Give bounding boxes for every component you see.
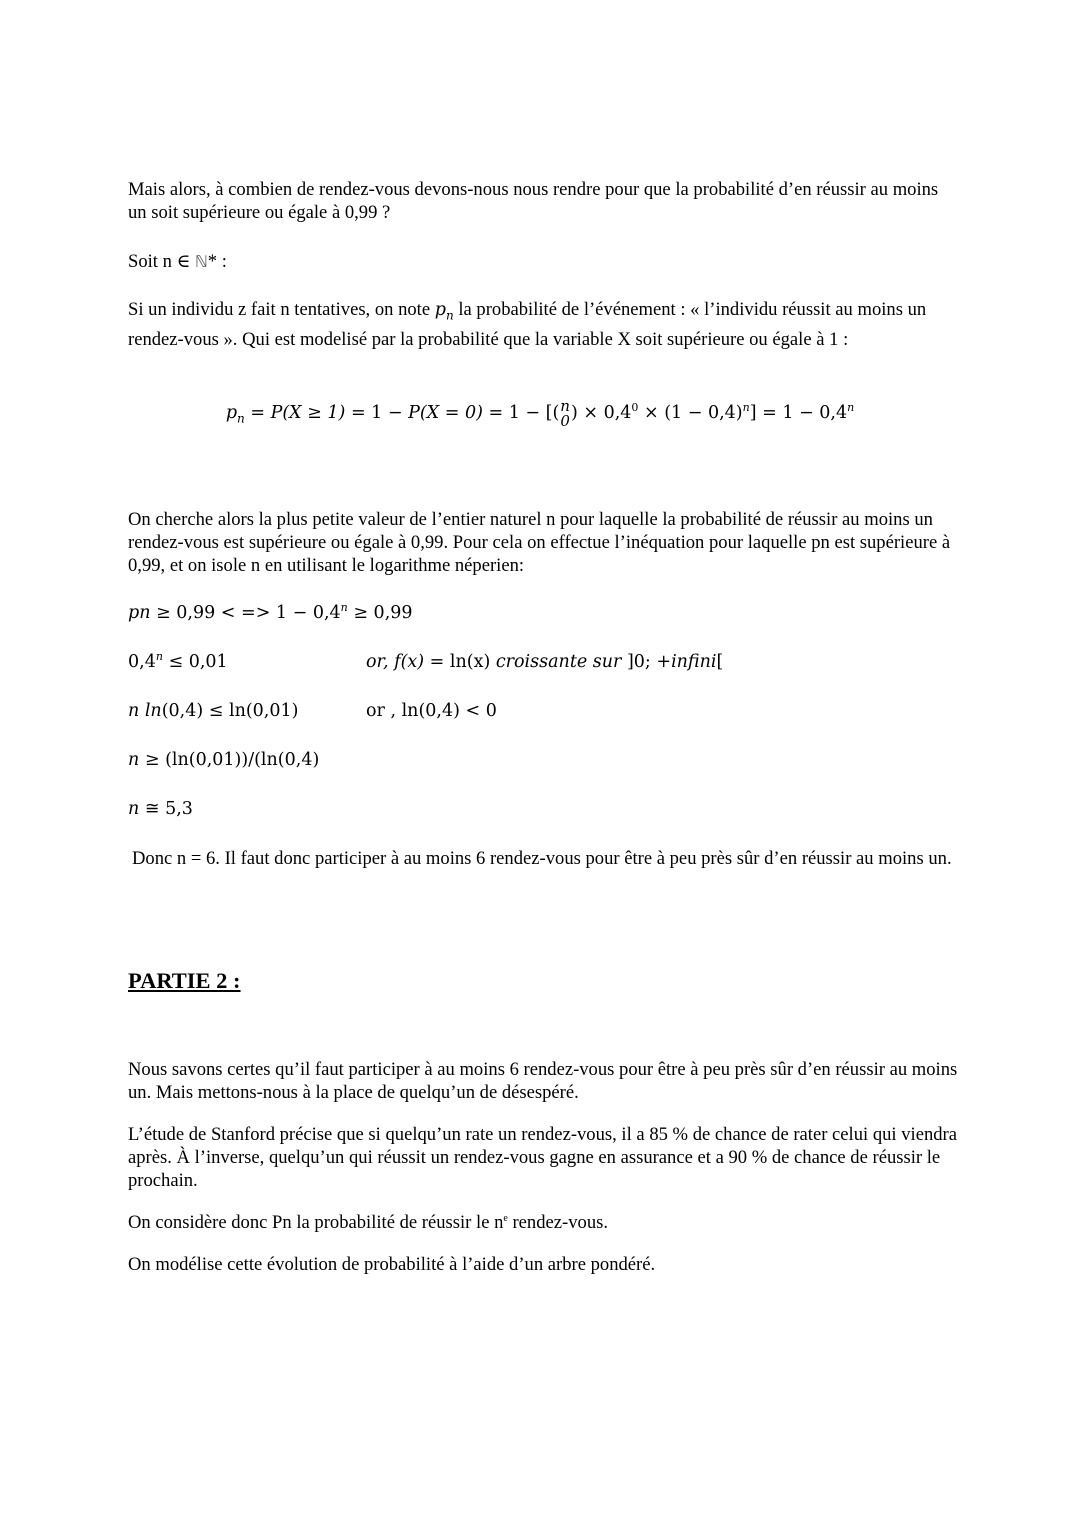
step-2-note-infini: infini bbox=[671, 652, 717, 672]
definition-text-1: Si un individu z fait n tentatives, on note bbox=[128, 299, 435, 320]
pn-subscript: n bbox=[445, 308, 454, 323]
part2-p3-end: rendez-vous. bbox=[507, 1212, 609, 1233]
formula-lhs-sub: n bbox=[237, 411, 245, 426]
formula-p-x-eq-0: P(X = 0) bbox=[408, 403, 483, 423]
formula-result: ] = 1 − 0,4 bbox=[749, 403, 848, 423]
step-5-approx: ≅ 5,3 bbox=[139, 799, 193, 819]
step-3 bbox=[128, 700, 958, 723]
step-3-ineq: (0,4) ≤ ln(0,01) bbox=[161, 701, 299, 721]
pn-variable bbox=[434, 300, 454, 323]
binom-bottom: 0 bbox=[560, 411, 570, 430]
formula-exp-n-2: n bbox=[847, 401, 855, 415]
pn-symbol: p bbox=[434, 300, 446, 320]
formula-p-x-ge-1: P(X ≥ 1) bbox=[270, 403, 346, 423]
formula-lhs: p bbox=[225, 403, 238, 423]
step-1 bbox=[128, 602, 958, 625]
step-2-note-croissante: croissante sur bbox=[495, 652, 622, 672]
step-2-note-interval: ]0; + bbox=[621, 652, 672, 672]
part2-p3-sup: e bbox=[503, 1212, 508, 1224]
step-4 bbox=[128, 749, 958, 772]
definition-text-2: la probabilité de l’événement : « l’individu réussit au moins un rendez-vous ». Qui est modelisé par la probabilité que la variable X soit supérieure ou égale à 1 : bbox=[128, 299, 927, 350]
part2-heading: PARTIE 2 : bbox=[128, 968, 241, 993]
part2-paragraph-3 bbox=[128, 1211, 958, 1234]
step-5-n: n bbox=[128, 799, 140, 819]
step-1-rhs: ≥ 0,99 bbox=[347, 603, 413, 623]
binomial-coefficient bbox=[560, 396, 570, 430]
step-2 bbox=[128, 651, 958, 674]
soit-line bbox=[128, 250, 958, 273]
soit-suffix: * : bbox=[207, 251, 227, 272]
main-formula bbox=[0, 396, 1080, 436]
natural-numbers-symbol: ℕ bbox=[194, 252, 208, 271]
step-1-ineq: ≥ 0,99 < => 1 − 0,4 bbox=[150, 603, 341, 623]
step-3-note: or , ln(0,4) < 0 bbox=[366, 701, 497, 721]
binom-top: n bbox=[560, 396, 570, 415]
formula-bracket-open: = 1 − [( bbox=[482, 403, 560, 423]
step-2-rhs: ≤ 0,01 bbox=[162, 652, 228, 672]
step-3-nln: n ln bbox=[128, 701, 162, 721]
step-2-note-fx: or, f(x) bbox=[366, 652, 425, 672]
formula-times-04: ) × 0,4 bbox=[570, 403, 632, 423]
step-2-note bbox=[366, 651, 723, 674]
step-4-n: n bbox=[128, 750, 140, 770]
definition-paragraph bbox=[128, 298, 958, 351]
formula-exp-n-1: n bbox=[742, 401, 750, 415]
soit-prefix: Soit n ∈ bbox=[128, 251, 195, 272]
step-4-ineq: ≥ (ln(0,01))/(ln(0,4) bbox=[139, 750, 320, 770]
step-1-exp: n bbox=[340, 601, 348, 615]
search-paragraph: On cherche alors la plus petite valeur de l’entier naturel n pour laquelle la probabilité de réussir au moins un rendez-vous est supérieure ou égale à 0,99. Pour cela on effectue l’inéquation pour laquelle pn est supérieure à 0,99, et on isole n en utilisant le logarithme néperien: bbox=[128, 509, 951, 576]
part2-p3-text: On considère donc Pn la probabilité de réussir le n bbox=[128, 1212, 504, 1233]
part2-paragraph-4: On modélise cette évolution de probabilité à l’aide d’un arbre pondéré. bbox=[128, 1254, 656, 1275]
step-2-note-ln: = ln(x) bbox=[424, 652, 496, 672]
formula-eq-1: = bbox=[244, 403, 271, 423]
step-1-pn: pn bbox=[128, 603, 151, 623]
step-5 bbox=[128, 798, 958, 821]
step-2-base: 0,4 bbox=[128, 652, 156, 672]
part2-paragraph-2: L’étude de Stanford précise que si quelqu’un rate un rendez-vous, il a 85 % de chance de rater celui qui viendra après. À l’inverse, quelqu’un qui réussit un rendez-vous gagne en assurance et a 90 % de chance de réussir le prochain. bbox=[128, 1124, 957, 1191]
conclusion-paragraph: Donc n = 6. Il faut donc participer à au moins 6 rendez-vous pour être à peu près sûr d’en réussir au moins un. bbox=[132, 848, 952, 869]
step-2-note-close: [ bbox=[716, 652, 724, 672]
formula-exp-0: 0 bbox=[631, 401, 639, 415]
step-2-exp: n bbox=[155, 650, 163, 664]
formula-times-06: × (1 − 0,4) bbox=[638, 403, 743, 423]
part2-paragraph-1: Nous savons certes qu’il faut participer à au moins 6 rendez-vous pour être à peu près sûr d’en réussir au moins un. Mais mettons-nous à la place de quelqu’un de désespéré. bbox=[128, 1059, 958, 1103]
intro-question: Mais alors, à combien de rendez-vous devons-nous nous rendre pour que la probabilité d’en réussir au moins un soit supérieure ou égale à 0,99 ? bbox=[128, 179, 939, 223]
formula-eq-2: = 1 − bbox=[345, 403, 409, 423]
